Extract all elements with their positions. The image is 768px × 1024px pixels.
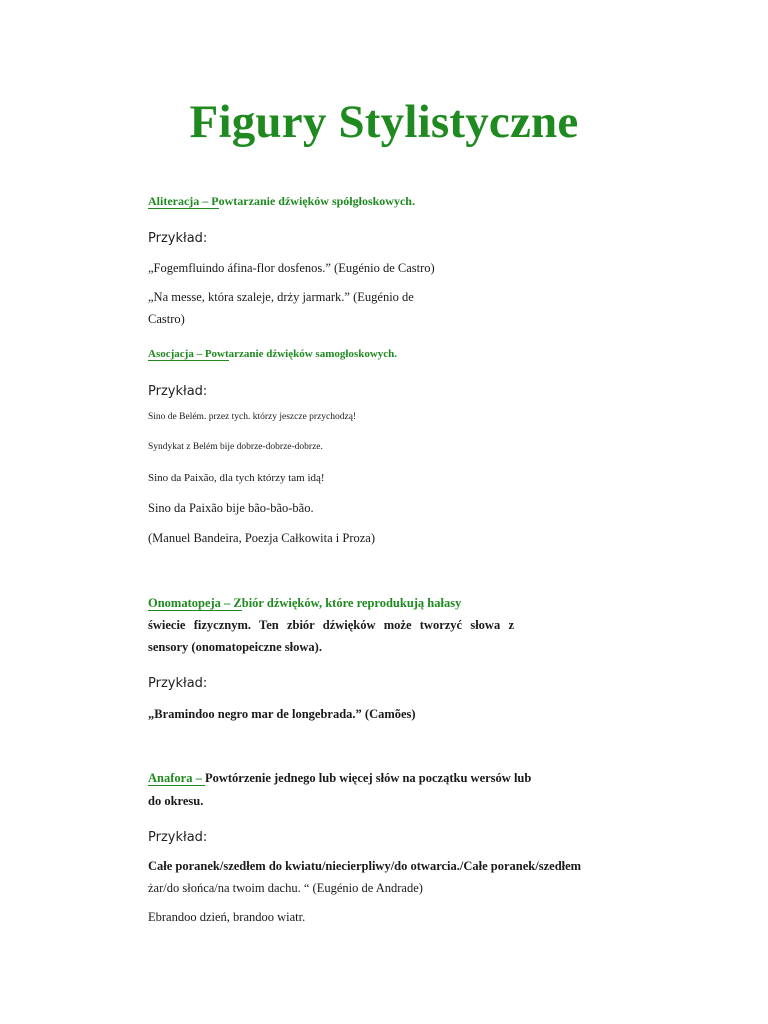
- example-label-aliteracja: Przykład:: [148, 231, 208, 246]
- term-onomatopeja: Onomatopeja – Z: [148, 596, 242, 610]
- example-asocjacja-3: Sino da Paixão, dla tych którzy tam idą!: [148, 472, 325, 484]
- example-label-asocjacja: Przykład:: [148, 384, 208, 399]
- example-asocjacja-4: Sino da Paixão bije bão-bão-bão.: [148, 501, 314, 515]
- heading-onomatopeja: [148, 596, 461, 611]
- example-asocjacja-5: (Manuel Bandeira, Poezja Całkowita i Proza): [148, 531, 376, 545]
- example-label-onomatopeja: Przykład:: [148, 676, 208, 691]
- example-asocjacja-2: Syndykat z Belém bije dobrze-dobrze-dobrze.: [148, 442, 323, 452]
- example-aliteracja-2: „Na messe, która szaleje, drży jarmark.” (Eugénio de: [148, 290, 414, 304]
- definition-onomatopeja: biór dźwięków, które reprodukują hałasy: [241, 596, 462, 610]
- example-onomatopeja-1: „Bramindoo negro mar de longebrada.” (Camões): [148, 707, 416, 721]
- example-aliteracja-1: „Fogemfluindo áfina-flor dosfenos.” (Eugénio de Castro): [148, 261, 435, 275]
- definition-anafora-line-2: do okresu.: [148, 794, 204, 808]
- example-anafora-2: żar/do słońca/na twoim dachu. “ (Eugénio de Andrade): [148, 881, 423, 895]
- heading-anafora: [148, 771, 531, 786]
- term-aliteracja: Aliteracja – P: [148, 194, 219, 208]
- example-label-anafora: Przykład:: [148, 830, 208, 845]
- example-anafora-1: Całe poranek/szedłem do kwiatu/niecierpliwy/do otwarcia./Całe poranek/szedłem: [148, 859, 582, 873]
- definition-asocjacja: arzanie dźwięków samogłoskowych.: [228, 348, 398, 360]
- heading-aliteracja: [148, 194, 415, 209]
- example-anafora-3: Ebrandoo dzień, brandoo wiatr.: [148, 910, 306, 924]
- heading-asocjacja: [148, 348, 397, 360]
- definition-onomatopeja-line-1: świecie fizycznym. Ten zbiór dźwięków może tworzyć słowa z: [148, 618, 514, 632]
- page-title: Figury Stylistyczne: [189, 96, 579, 148]
- example-asocjacja-1: Sino de Belém. przez tych. którzy jeszcze przychodzą!: [148, 412, 357, 422]
- example-aliteracja-3: Castro): [148, 312, 185, 326]
- definition-anafora: Powtórzenie jednego lub więcej słów na początku wersów lub: [204, 771, 532, 785]
- term-asocjacja: Asocjacja – Powt: [148, 348, 229, 360]
- definition-onomatopeja-line-2: sensory (onomatopeiczne słowa).: [148, 640, 322, 654]
- definition-aliteracja: owtarzanie dźwięków spółgłoskowych.: [218, 194, 415, 208]
- term-anafora: Anafora –: [148, 771, 205, 785]
